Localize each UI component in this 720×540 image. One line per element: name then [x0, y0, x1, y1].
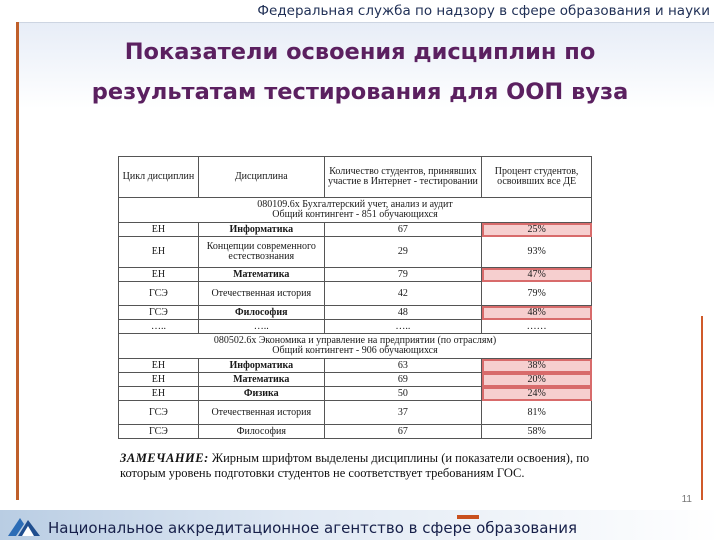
cell-percent-highlighted: 24% [482, 387, 592, 401]
note-label: ЗАМЕЧАНИЕ: [120, 451, 209, 465]
cell-discipline: ….. [198, 320, 324, 334]
cell-students: 67 [324, 223, 482, 237]
table-row [119, 373, 592, 387]
cell-cycle: ЕН [119, 223, 199, 237]
cell-cycle: ЕН [119, 387, 199, 401]
cell-cycle: ЕН [119, 268, 199, 282]
cell-students: 67 [324, 425, 482, 439]
cell-students: 37 [324, 401, 482, 425]
table-row [119, 282, 592, 306]
table-row [119, 237, 592, 268]
program-cell [119, 334, 592, 359]
slide-title-line-1: Показатели освоения дисциплин по [124, 39, 596, 65]
program-contingent: Общий контингент - 851 обучающихся [272, 209, 438, 220]
table-row [119, 401, 592, 425]
cell-students: 63 [324, 359, 482, 373]
header-percent: Процент студентов, освоивших все ДЕ [482, 157, 592, 198]
cell-discipline: Философия [198, 425, 324, 439]
page-number: 11 [681, 494, 692, 505]
table-row [119, 320, 592, 334]
table-row [119, 306, 592, 320]
program-contingent: Общий контингент - 906 обучающихся [272, 345, 438, 356]
footer-agency-name: Национальное аккредитационное агентство в сфере образования [48, 519, 577, 537]
cell-cycle: ГСЭ [119, 425, 199, 439]
right-accent-bar [701, 316, 703, 500]
cell-students: 29 [324, 237, 482, 268]
cell-cycle: ГСЭ [119, 306, 199, 320]
agency-logo-icon [6, 514, 42, 538]
program-cell [119, 198, 592, 223]
program-code: 080109.6х Бухгалтерский учет, анализ и аудит [257, 199, 453, 210]
header-agency-name: Федеральная служба по надзору в сфере образования и науки [257, 3, 710, 19]
table-row [119, 268, 592, 282]
cell-percent: 79% [482, 282, 592, 306]
cell-percent: 93% [482, 237, 592, 268]
table-row [119, 425, 592, 439]
program-header-row [119, 334, 592, 359]
program-header-row [119, 198, 592, 223]
header-rule [18, 22, 714, 23]
note-text: Жирным шрифтом выделены дисциплины (и показатели освоения), по которым уровень подготовки студентов не соответствует требованиям ГОС. [120, 451, 590, 480]
header-cycle: Цикл дисциплин [119, 157, 199, 198]
cell-percent: 81% [482, 401, 592, 425]
cell-percent-highlighted: 47% [482, 268, 592, 282]
cell-cycle: ГСЭ [119, 282, 199, 306]
note-paragraph [120, 451, 590, 481]
header-discipline: Дисциплина [198, 157, 324, 198]
cell-percent-highlighted: 25% [482, 223, 592, 237]
slide-title [40, 32, 680, 112]
left-accent-bar [16, 22, 19, 500]
cell-discipline: Отечественная история [198, 401, 324, 425]
cell-cycle: ЕН [119, 359, 199, 373]
cell-discipline: Математика [198, 268, 324, 282]
cell-cycle: ЕН [119, 373, 199, 387]
table-row [119, 387, 592, 401]
cell-cycle: ЕН [119, 237, 199, 268]
cell-students: 48 [324, 306, 482, 320]
cell-discipline: Отечественная история [198, 282, 324, 306]
cell-students: 69 [324, 373, 482, 387]
program-code: 080502.6х Экономика и управление на предприятии (по отраслям) [213, 335, 497, 346]
cell-discipline: Философия [198, 306, 324, 320]
cell-percent: 58% [482, 425, 592, 439]
cell-discipline: Информатика [198, 223, 324, 237]
cell-cycle: ….. [119, 320, 199, 334]
cell-discipline: Математика [198, 373, 324, 387]
cell-discipline: Концепции современного естествознания [198, 237, 324, 268]
results-table [118, 156, 592, 439]
cell-percent: …… [482, 320, 592, 334]
cell-discipline: Информатика [198, 359, 324, 373]
cell-students: 42 [324, 282, 482, 306]
cell-percent-highlighted: 48% [482, 306, 592, 320]
cell-discipline: Физика [198, 387, 324, 401]
table-row [119, 359, 592, 373]
table-row [119, 223, 592, 237]
cell-cycle: ГСЭ [119, 401, 199, 425]
cell-percent-highlighted: 38% [482, 359, 592, 373]
header-students: Количество студентов, принявших участие в Интернет - тестировании [324, 157, 482, 198]
cell-percent-highlighted: 20% [482, 373, 592, 387]
cell-students: ….. [324, 320, 482, 334]
cell-students: 79 [324, 268, 482, 282]
cell-students: 50 [324, 387, 482, 401]
slide-title-line-2: результатам тестирования для ООП вуза [91, 79, 629, 105]
